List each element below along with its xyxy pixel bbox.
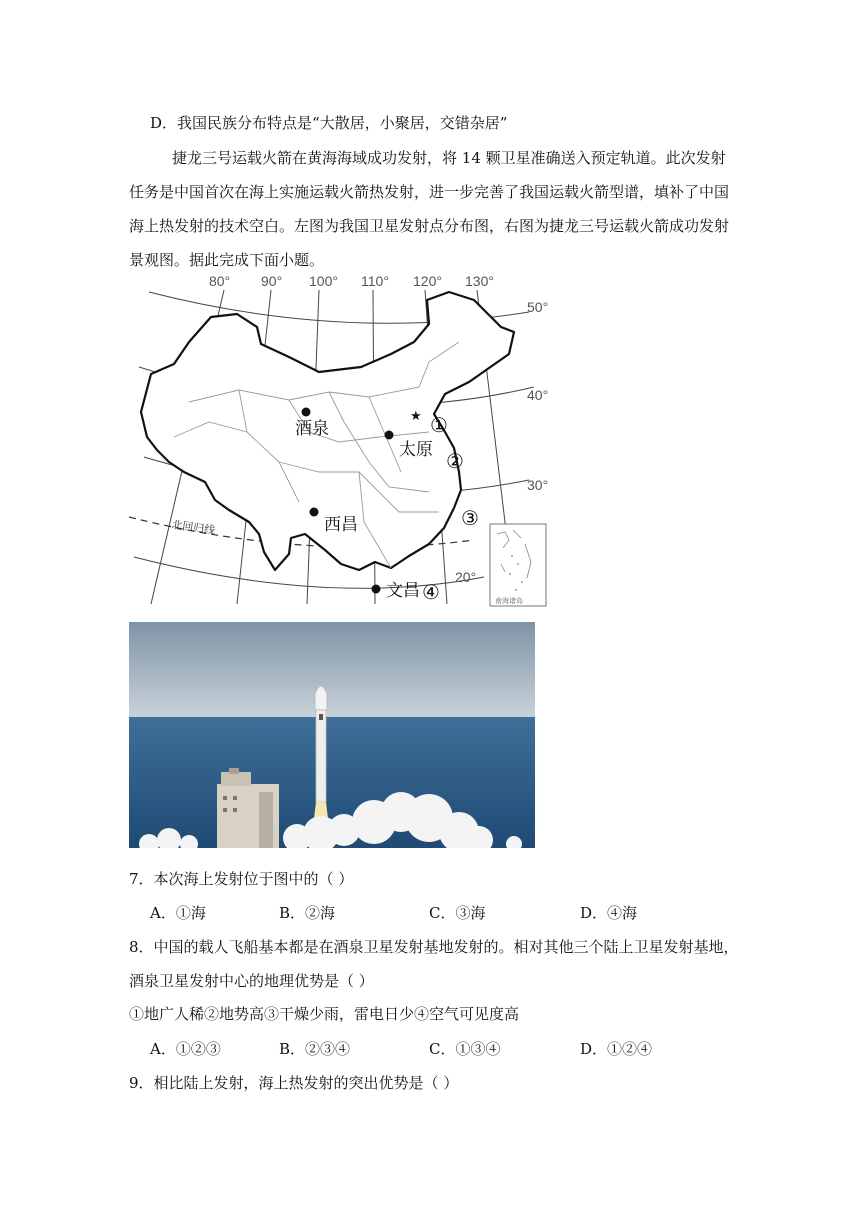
longitude-label-80: 80°	[209, 273, 231, 289]
site-label-jiuquan: 酒泉	[295, 419, 329, 438]
question-8-statements: ①地广人稀②地势高③干燥少雨，雷电日少④空气可见度高	[129, 1005, 520, 1023]
q7-option-b[interactable]: B．②海	[279, 904, 336, 922]
latitude-label-40: 40°	[527, 387, 549, 403]
site-dot-wenchang	[372, 585, 381, 594]
q8-option-a[interactable]: A．①②③	[150, 1040, 221, 1058]
sky	[129, 622, 535, 717]
question-8-stem-line-2: 酒泉卫星发射中心的地理优势是（ ）	[129, 972, 374, 990]
longitude-label-100: 100°	[309, 273, 338, 289]
passage-line-3: 海上热发射的技术空白。左图为我国卫星发射点分布图，右图为捷龙三号运载火箭成功发射	[129, 217, 730, 235]
south-china-sea-inset	[490, 524, 546, 606]
q7-option-c[interactable]: C．③海	[429, 904, 486, 922]
site-dot-xichang	[310, 508, 319, 517]
longitude-label-120: 120°	[413, 273, 442, 289]
passage-line-1: 捷龙三号运载火箭在黄海海域成功发射，将 14 颗卫星准确送入预定轨道。此次发射	[172, 149, 726, 167]
sea-marker-4: ④	[422, 582, 440, 604]
sea-marker-1: ①	[430, 415, 448, 437]
capital-star-icon: ★	[410, 408, 422, 423]
option-d-line: D．我国民族分布特点是“大散居，小聚居，交错杂居”	[150, 114, 508, 132]
q8-option-c[interactable]: C．①③④	[429, 1040, 501, 1058]
latitude-label-30: 30°	[527, 477, 549, 493]
q7-option-a[interactable]: A．①海	[150, 904, 206, 922]
latitude-label-20: 20°	[455, 569, 477, 585]
launch-site-map	[129, 272, 549, 610]
site-label-wenchang: 文昌	[386, 581, 420, 600]
q8-option-d[interactable]: D．①②④	[580, 1040, 653, 1058]
question-8-stem-line-1: 8．中国的载人飞船基本都是在酒泉卫星发射基地发射的。相对其他三个陆上卫星发射基地，	[129, 938, 739, 956]
longitude-label-90: 90°	[261, 273, 283, 289]
q7-option-d[interactable]: D．④海	[580, 904, 638, 922]
longitude-label-110: 110°	[361, 273, 389, 289]
question-9-stem: 9．相比陆上发射，海上热发射的突出优势是（ ）	[129, 1074, 459, 1092]
sea-marker-3: ③	[461, 508, 479, 530]
question-7-stem: 7．本次海上发射位于图中的（ ）	[129, 870, 354, 888]
tropic-label: 北回归线	[170, 519, 216, 538]
site-label-taiyuan: 太原	[399, 440, 433, 459]
site-dot-taiyuan	[385, 431, 394, 440]
rocket	[315, 686, 327, 802]
passage-line-4: 景观图。据此完成下面小题。	[129, 251, 325, 269]
passage-line-2: 任务是中国首次在海上实施运载火箭热发射，进一步完善了我国运载火箭型谱，填补了中国	[129, 183, 730, 201]
question-7-options	[150, 903, 670, 923]
site-label-xichang: 西昌	[324, 515, 358, 534]
sea-marker-2: ②	[446, 451, 464, 473]
question-8-options	[150, 1039, 670, 1059]
latitude-label-50: 50°	[527, 299, 549, 315]
rocket-launch-photo	[129, 622, 535, 848]
longitude-label-130: 130°	[465, 273, 494, 289]
q8-option-b[interactable]: B．②③④	[279, 1040, 351, 1058]
site-dot-jiuquan	[302, 408, 311, 417]
inset-label: 南海诸岛	[495, 598, 523, 605]
